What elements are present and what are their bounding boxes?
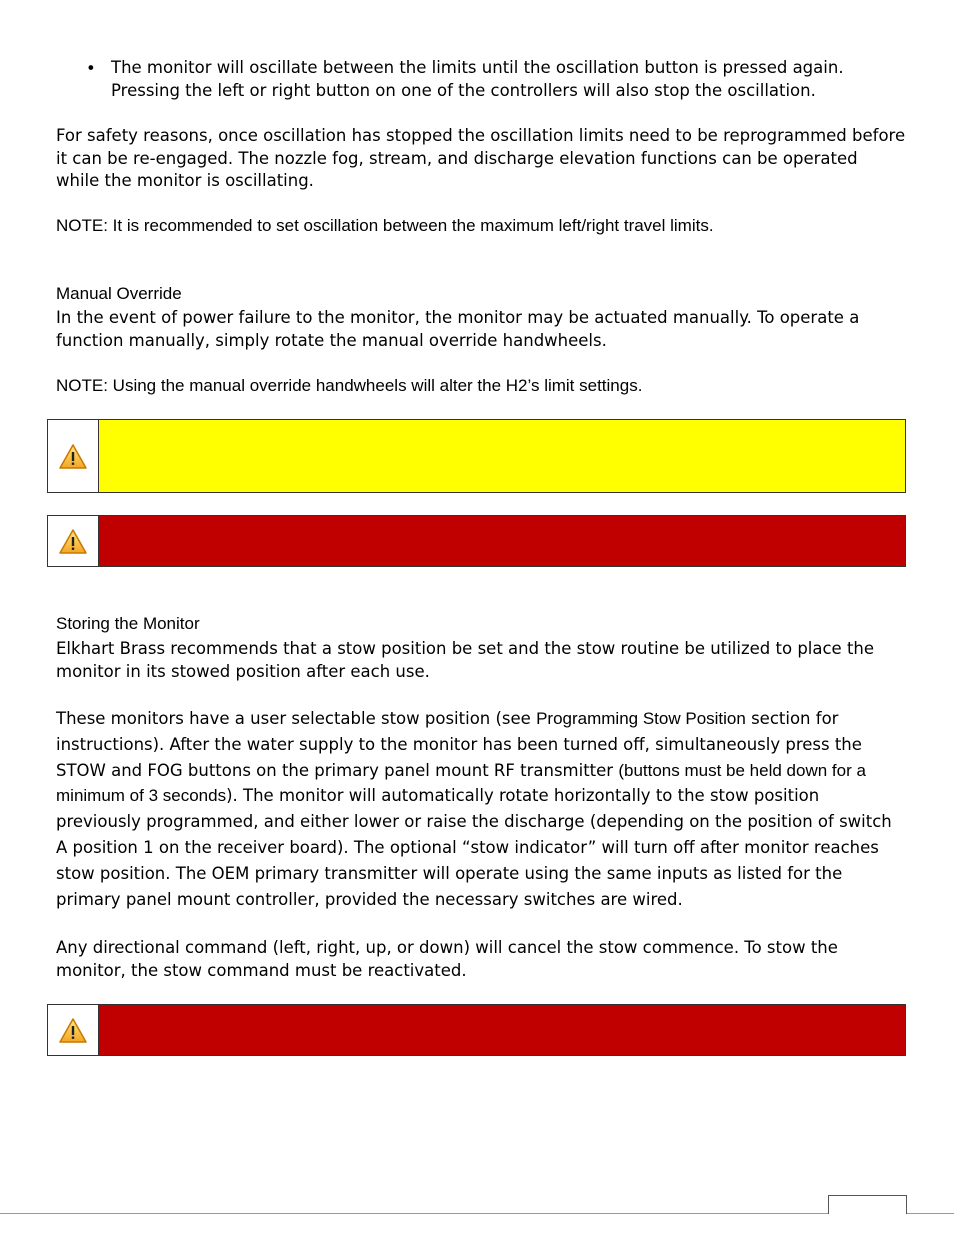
warning-triangle-icon [58, 1017, 88, 1044]
warning-box-2 [47, 1004, 906, 1056]
storing-para-2 [56, 706, 906, 912]
warning-icon-cell-2 [48, 1005, 99, 1055]
manual-override-heading: Manual Override [56, 284, 182, 303]
storing-para-2-c: section for instructions). After the water supply to the monitor has been turned off, simultaneously press the STOW and FOG buttons on the primary panel mount RF transmitter [56, 709, 862, 780]
warning-box-1 [47, 515, 906, 567]
manual-override-note: NOTE: Using the manual override handwheels will alter the H2’s limit settings. [56, 376, 643, 395]
oscillation-note: NOTE: It is recommended to set oscillation between the maximum left/right travel limits. [56, 216, 714, 235]
storing-para-2-a: These monitors have a user selectable stow position (see [56, 709, 537, 728]
page-number-tab [828, 1195, 907, 1214]
storing-hold-requirement: (buttons must be held down for a minimum of 3 seconds [56, 760, 866, 806]
storing-para-1: Elkhart Brass recommends that a stow position be set and the stow routine be utilized to place the monitor in its stowed position after each use. [56, 639, 875, 681]
warning-triangle-icon [58, 528, 88, 555]
storing-para-3: Any directional command (left, right, up, or down) will cancel the stow commence. To stow the monitor, the stow command must be reactivated. [56, 938, 838, 980]
storing-heading: Storing the Monitor [56, 614, 200, 633]
warning-triangle-icon [58, 443, 88, 470]
caution-bar [99, 420, 905, 492]
footer-rule [0, 1213, 954, 1214]
bullet-marker: • [86, 59, 96, 78]
storing-para-2-e: ). The monitor will automatically rotate horizontally to the stow position previously programmed, and either lower or raise the discharge (depending on the position of switch A position 1 on the receiver board). The optional “stow indicator” will turn off after monitor reaches stow position. The OEM primary transmitter will operate using the same inputs as listed for the primary panel mount controller, provided the necessary switches are wired. [56, 786, 892, 909]
safety-paragraph: For safety reasons, once oscillation has stopped the oscillation limits need to be reprogrammed before it can be re-engaged. The nozzle fog, stream, and discharge elevation functions can be operated while the monitor is oscillating. [56, 126, 906, 190]
caution-box [47, 419, 906, 493]
manual-override-text: In the event of power failure to the monitor, the monitor may be actuated manually. To operate a function manually, simply rotate the manual override handwheels. [56, 308, 860, 350]
caution-icon-cell [48, 420, 99, 492]
oscillation-bullet-text: The monitor will oscillate between the limits until the oscillation button is pressed again. Pressing the left or right button on one of the controllers will also stop the oscillation. [111, 58, 844, 100]
warning-bar-2 [99, 1005, 905, 1055]
warning-icon-cell-1 [48, 516, 99, 566]
warning-bar-1 [99, 516, 905, 566]
programming-stow-position-ref: Programming Stow Position [536, 709, 746, 728]
